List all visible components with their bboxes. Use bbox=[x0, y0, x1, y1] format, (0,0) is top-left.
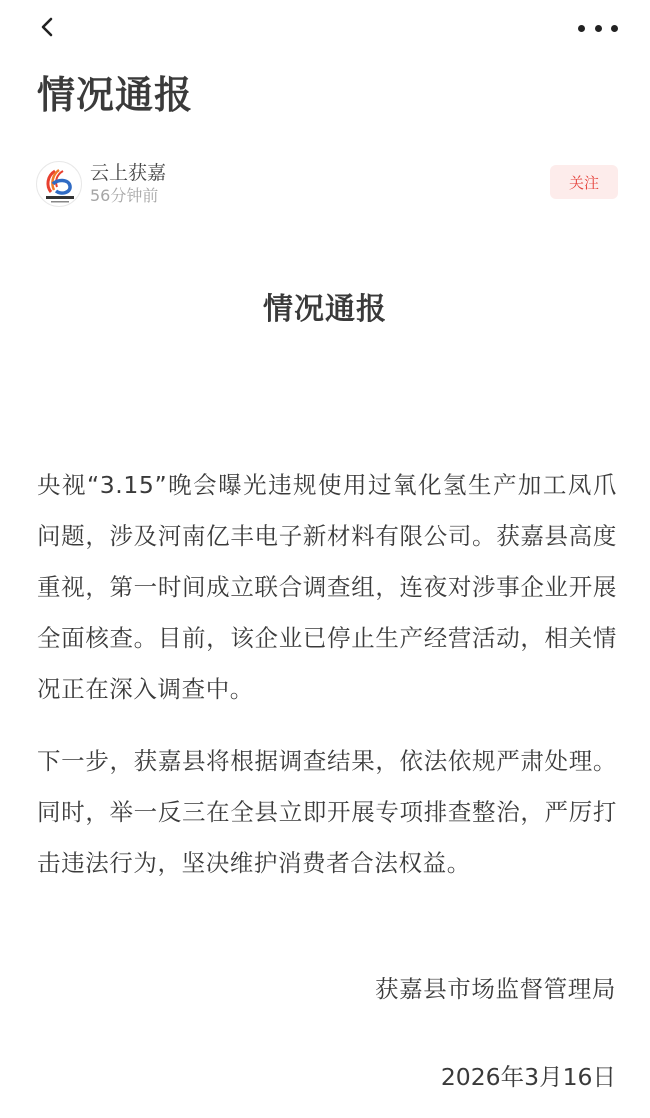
issuer-signature: 获嘉县市场监督管理局 bbox=[375, 975, 616, 1003]
author-name[interactable]: 云上获嘉 bbox=[90, 162, 167, 184]
top-nav-bar bbox=[0, 0, 650, 56]
avatar[interactable] bbox=[36, 161, 82, 207]
article-title: 情况通报 bbox=[263, 292, 387, 327]
author-block[interactable] bbox=[36, 158, 166, 210]
article-paragraph: 央视“3.15”晚会曝光违规使用过氧化氢生产加工凤爪问题，涉及河南亿丰电子新材料有限公司。获嘉县高度重视，第一时间成立联合调查组，连夜对涉事企业开展全面核查。目前，该企业已停止生产经营活动，相关情况正在深入调查中。 bbox=[37, 471, 617, 703]
article-paragraph: 下一步，获嘉县将根据调查结果，依法依规严肃处理。同时，举一反三在全县立即开展专项排查整治，严厉打击违法行为，坚决维护消费者合法权益。 bbox=[37, 747, 617, 877]
author-info bbox=[90, 161, 166, 207]
chevron-left-icon bbox=[34, 12, 64, 42]
page-title: 情况通报 bbox=[37, 73, 194, 117]
logo-avatar-icon bbox=[37, 162, 82, 207]
follow-button[interactable]: 关注 bbox=[550, 165, 618, 199]
issue-date: 2026年3月16日 bbox=[440, 1063, 616, 1091]
more-horizontal-icon bbox=[578, 25, 585, 32]
more-dot bbox=[595, 25, 602, 32]
back-button[interactable] bbox=[34, 12, 64, 42]
publish-time: 56分钟前 bbox=[90, 186, 159, 205]
more-dot bbox=[611, 25, 618, 32]
more-options-button[interactable] bbox=[578, 14, 618, 42]
